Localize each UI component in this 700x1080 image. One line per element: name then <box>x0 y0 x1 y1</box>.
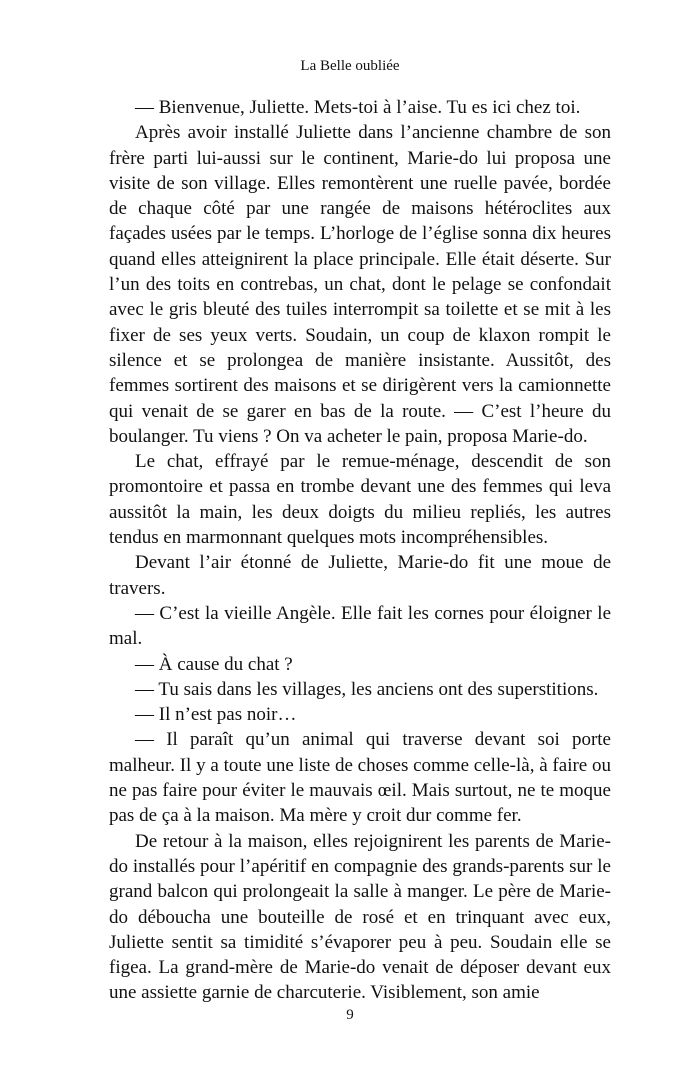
paragraph: De retour à la maison, elles rejoignirent les parents de Marie-do installés pour l’apéritif en compagnie des grands-parents sur le grand balcon qui prolongeait la salle à manger. Le père de Marie-do déboucha une bouteille de rosé et en trinquant avec eux, Juliette sentit sa timidité s’évaporer peu à peu. Soudain elle se figea. La grand-mère de Marie-do venait de déposer devant eux une assiette garnie de charcuterie. Visiblement, son amie <box>109 830 611 1004</box>
running-title: La Belle oubliée <box>300 58 400 74</box>
paragraph: Après avoir installé Juliette dans l’ancienne chambre de son frère parti lui-aussi sur le continent, Marie-do lui proposa une visite de son village. Elles remontèrent une ruelle pavée, bordée de chaque côté par une rangée de maisons hétéroclites aux façades usées par le temps. L’horloge de l’église sonna dix heures quand elles atteignirent la place principale. Elle était déserte. Sur l’un des toits en contrebas, un chat, dont le pelage se confondait avec le gris bleuté des tuiles interrompit sa toilette et se mit à les fixer de ses yeux verts. Soudain, un coup de klaxon rompit le silence et se prolongea de manière insistante. Aussitôt, des femmes sortirent des maisons et se dirigèrent vers la camionnette qui venait de se garer en bas de la route. — C’est l’heure du boulanger. Tu viens ? On va acheter le pain, proposa Marie-do. <box>109 122 611 447</box>
paragraph: — Bienvenue, Juliette. Mets-toi à l’aise. Tu es ici chez toi. <box>135 97 581 118</box>
page-number: 9 <box>346 1007 354 1023</box>
paragraph: Devant l’air étonné de Juliette, Marie-do fit une moue de travers. <box>109 552 611 599</box>
body-text <box>109 95 611 1006</box>
paragraph: Le chat, effrayé par le remue-ménage, descendit de son promontoire et passa en trombe devant une des femmes qui leva aussitôt la main, les deux doigts du milieu repliés, les autres tendus en marmonnant quelques mots incompréhensibles. <box>109 451 611 549</box>
paragraph: — C’est la vieille Angèle. Elle fait les cornes pour éloigner le mal. <box>109 602 611 650</box>
paragraph: — Il n’est pas noir… <box>135 704 297 726</box>
paragraph: — À cause du chat ? <box>135 653 293 675</box>
paragraph: — Tu sais dans les villages, les anciens ont des superstitions. <box>135 678 599 700</box>
paragraph: — Il paraît qu’un animal qui traverse devant soi porte malheur. Il y a toute une liste de choses comme celle-là, à faire ou ne pas faire pour éviter le mauvais œil. Mais surtout, ne te moque pas de ça à la maison. Ma mère y croit dur comme fer. <box>109 729 611 827</box>
